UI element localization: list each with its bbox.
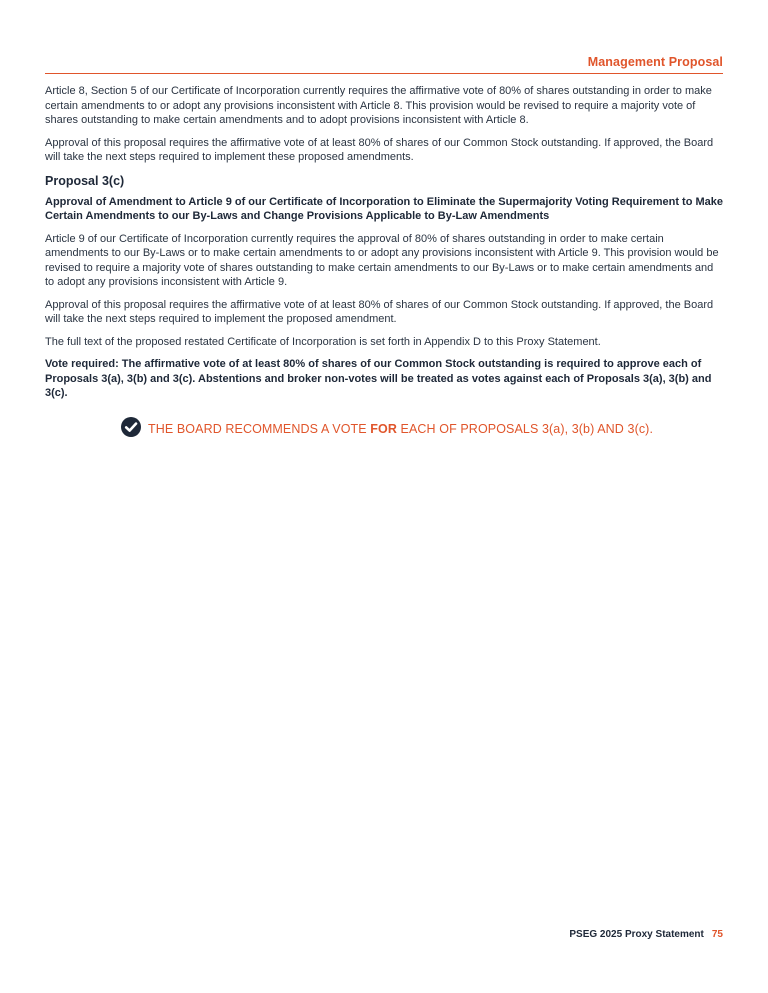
paragraph-appendix-note: The full text of the proposed restated Certificate of Incorporation is set forth in Appendix D to this Proxy Statement. <box>45 335 601 348</box>
page-footer <box>569 929 723 940</box>
section-title: Management Proposal <box>587 55 723 69</box>
page-header <box>45 54 723 74</box>
recommendation-suffix: EACH OF PROPOSALS 3(a), 3(b) AND 3(c). <box>396 422 654 436</box>
paragraph-article-9: Article 9 of our Certificate of Incorporation currently requires the approval of 80% of shares outstanding in order to make certain amendments to our By-Laws or to make certain amendments to or adopt any provisions inconsistent with Article 9. This provision would be revised to require a majority vote of shares outstanding to make certain amendments to our By-Laws or to make certain amendments and to adopt any provisions inconsistent with Article 9. <box>45 232 719 288</box>
main-content <box>45 84 725 409</box>
proposal-subheading: Approval of Amendment to Article 9 of our Certificate of Incorporation to Eliminate the Supermajority Voting Requirement to Make Certain Amendments to our By-Laws and Change Provisions Applicable to By-Law Amendments <box>45 195 723 222</box>
recommendation-prefix: THE BOARD RECOMMENDS A VOTE <box>148 422 371 436</box>
footer-document-title: PSEG 2025 Proxy Statement <box>569 929 704 940</box>
recommendation-for: FOR <box>370 422 397 436</box>
paragraph-approval-3b: Approval of this proposal requires the affirmative vote of at least 80% of shares of our Common Stock outstanding. If approved, the Board will take the next steps required to implement these proposed amendments. <box>45 136 714 163</box>
page-number: 75 <box>711 929 723 940</box>
board-recommendation <box>120 416 653 438</box>
recommendation-text <box>148 422 653 436</box>
vote-required-statement: Vote required: The affirmative vote of at least 80% of shares of our Common Stock outstanding is required to approve each of Proposals 3(a), 3(b) and 3(c). Abstentions and broker non-votes will be treated as votes against each of Proposals 3(a), 3(b) and 3(c). <box>45 358 712 399</box>
checkmark-circle-icon <box>120 416 142 438</box>
paragraph-article-8: Article 8, Section 5 of our Certificate of Incorporation currently requires the affirmative vote of 80% of shares outstanding in order to make certain amendments to or adopt any provisions inconsistent with Article 8. This provision would be revised to require a majority vote of shares outstanding to make certain amendments and to adopt provisions inconsistent with Article 8. <box>45 85 712 126</box>
paragraph-approval-3c: Approval of this proposal requires the affirmative vote of at least 80% of shares of our Common Stock outstanding. If approved, the Board will take the next steps required to implement the proposed amendment. <box>45 298 714 325</box>
proposal-heading: Proposal 3(c) <box>45 173 125 188</box>
